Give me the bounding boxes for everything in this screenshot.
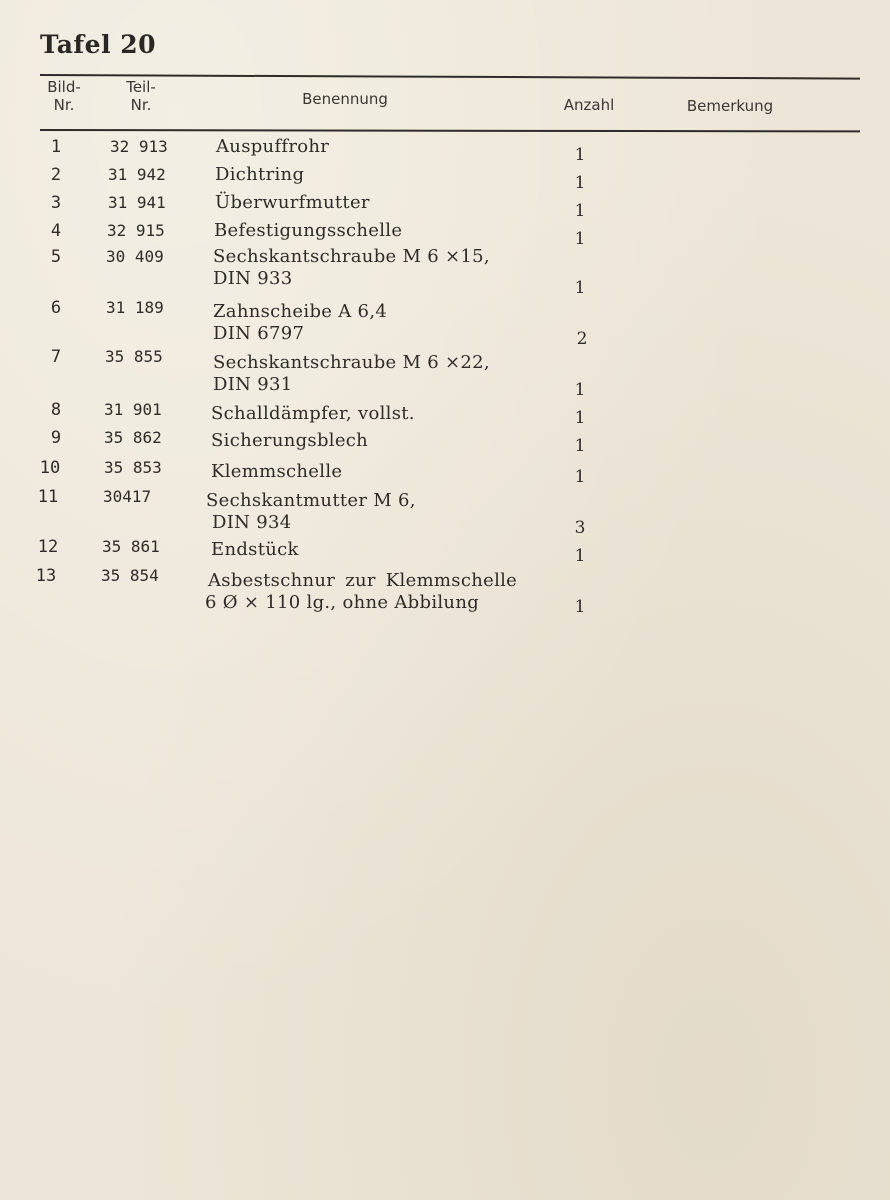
cell-benennung bbox=[215, 164, 595, 186]
benennung-line: Sechskantmutter M 6, bbox=[206, 490, 416, 511]
cell-anzahl: 3 bbox=[574, 518, 586, 538]
cell-anzahl: 1 bbox=[574, 408, 586, 428]
benennung-line: Schalldämpfer, vollst. bbox=[211, 403, 415, 424]
benennung-line: Asbestschnur zur Klemmschelle bbox=[208, 570, 518, 591]
header-bild-line2: Nr. bbox=[53, 96, 75, 114]
cell-bild-nr: 1 bbox=[50, 137, 62, 157]
cell-benennung bbox=[206, 490, 586, 534]
cell-bild-nr: 13 bbox=[35, 566, 57, 586]
cell-anzahl: 1 bbox=[574, 546, 586, 566]
benennung-line: Klemmschelle bbox=[211, 461, 343, 482]
cell-bild-nr: 9 bbox=[50, 428, 62, 448]
cell-benennung bbox=[216, 136, 596, 158]
benennung-line: Überwurfmutter bbox=[215, 192, 370, 213]
cell-bild-nr: 6 bbox=[50, 298, 62, 318]
benennung-line: Befestigungsschelle bbox=[214, 220, 403, 241]
header-bemerkung: Bemerkung bbox=[686, 97, 774, 115]
cell-anzahl: 1 bbox=[574, 467, 586, 487]
cell-teil-nr: 30417 bbox=[103, 487, 152, 506]
cell-teil-nr: 32 915 bbox=[107, 221, 165, 240]
benennung-line: DIN 6797 bbox=[213, 323, 305, 344]
benennung-line: DIN 934 bbox=[212, 512, 292, 533]
cell-bild-nr: 8 bbox=[50, 400, 62, 420]
cell-anzahl: 1 bbox=[574, 229, 586, 249]
cell-bild-nr: 12 bbox=[37, 537, 59, 557]
cell-bild-nr: 10 bbox=[39, 458, 61, 478]
cell-teil-nr: 35 861 bbox=[102, 537, 160, 556]
benennung-line: Auspuffrohr bbox=[216, 136, 330, 157]
cell-benennung bbox=[213, 246, 593, 290]
cell-teil-nr: 35 854 bbox=[101, 566, 159, 585]
header-teil-line2: Nr. bbox=[130, 96, 152, 114]
cell-bild-nr: 5 bbox=[50, 247, 62, 267]
cell-anzahl: 1 bbox=[574, 201, 586, 221]
header-anzahl: Anzahl bbox=[563, 96, 615, 114]
cell-bild-nr: 7 bbox=[50, 347, 62, 367]
cell-teil-nr: 35 853 bbox=[104, 458, 162, 477]
header-teil-line1: Teil- bbox=[126, 78, 156, 96]
cell-benennung bbox=[211, 430, 591, 452]
cell-benennung bbox=[211, 539, 591, 561]
cell-teil-nr: 32 913 bbox=[110, 137, 168, 156]
cell-bild-nr: 2 bbox=[50, 165, 62, 185]
cell-anzahl: 1 bbox=[574, 597, 586, 617]
cell-teil-nr: 31 901 bbox=[104, 400, 162, 419]
benennung-line: Zahnscheibe A 6,4 bbox=[213, 301, 388, 322]
cell-benennung bbox=[213, 352, 593, 396]
benennung-line: Dichtring bbox=[215, 164, 305, 185]
benennung-line: 6 Ø × 110 lg., ohne Abbilung bbox=[205, 592, 480, 613]
header-benennung: Benennung bbox=[302, 90, 388, 108]
cell-benennung bbox=[211, 403, 591, 425]
page-title: Tafel 20 bbox=[40, 30, 157, 59]
cell-teil-nr: 35 855 bbox=[105, 347, 163, 366]
cell-benennung bbox=[211, 461, 591, 483]
header-bild-line1: Bild- bbox=[47, 78, 81, 96]
cell-teil-nr: 35 862 bbox=[104, 428, 162, 447]
benennung-line: Sechskantschraube M 6 ×15, bbox=[213, 246, 490, 267]
cell-benennung bbox=[213, 301, 593, 345]
cell-teil-nr: 30 409 bbox=[106, 247, 164, 266]
benennung-line: DIN 931 bbox=[213, 374, 293, 395]
cell-teil-nr: 31 189 bbox=[106, 298, 164, 317]
cell-benennung bbox=[205, 570, 588, 614]
cell-anzahl: 1 bbox=[574, 436, 586, 456]
cell-anzahl: 2 bbox=[576, 329, 588, 349]
benennung-line: Sechskantschraube M 6 ×22, bbox=[213, 352, 490, 373]
cell-teil-nr: 31 942 bbox=[108, 165, 166, 184]
benennung-line: Endstück bbox=[211, 539, 299, 560]
cell-anzahl: 1 bbox=[574, 173, 586, 193]
cell-bild-nr: 4 bbox=[50, 221, 62, 241]
cell-benennung bbox=[214, 220, 594, 242]
table-row bbox=[0, 346, 890, 406]
benennung-line: Sicherungsblech bbox=[211, 430, 369, 451]
cell-bild-nr: 11 bbox=[37, 487, 59, 507]
cell-benennung bbox=[215, 192, 595, 214]
cell-anzahl: 1 bbox=[574, 278, 586, 298]
cell-anzahl: 1 bbox=[574, 145, 586, 165]
cell-bild-nr: 3 bbox=[50, 193, 62, 213]
cell-anzahl: 1 bbox=[574, 380, 586, 400]
table-row bbox=[0, 565, 890, 625]
benennung-line: DIN 933 bbox=[213, 268, 293, 289]
cell-teil-nr: 31 941 bbox=[108, 193, 166, 212]
